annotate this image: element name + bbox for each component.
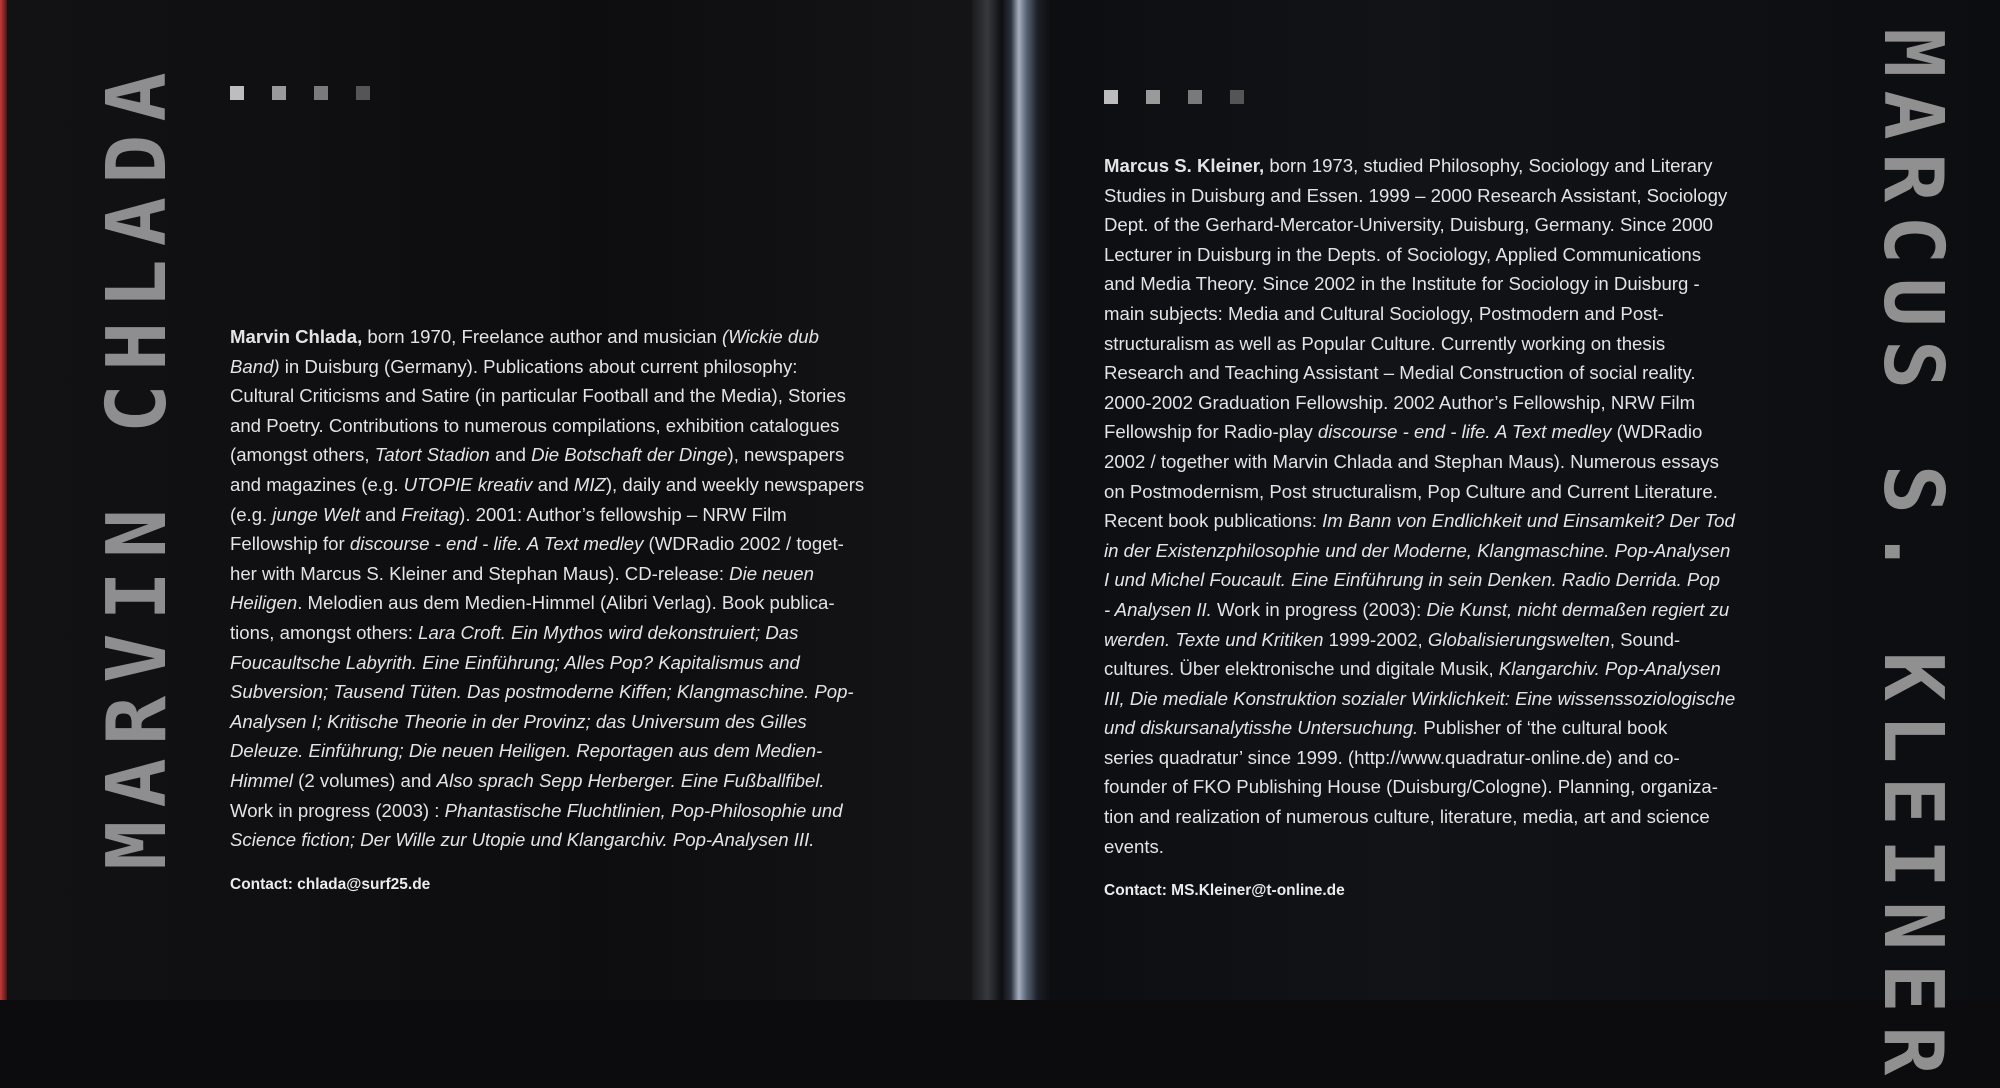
bio-text-run: and bbox=[359, 503, 402, 525]
bio-line bbox=[1104, 832, 1770, 862]
bio-text-run: Marvin Chlada, bbox=[230, 326, 363, 347]
bio-line bbox=[1104, 181, 1770, 211]
bio-text-run: Also sprach Sepp Herberger. Eine Fußballfibel. bbox=[436, 769, 825, 791]
booklet-spine bbox=[972, 0, 1050, 1000]
bio-text-run: and bbox=[532, 473, 574, 495]
square-bullet bbox=[356, 86, 370, 100]
bio-text-run: Work in progress (2003): bbox=[1211, 598, 1427, 620]
bio-line bbox=[1104, 565, 1770, 595]
bio-text-run: junge Welt bbox=[272, 503, 360, 525]
square-bullet bbox=[1104, 90, 1118, 104]
bio-text-run: Lara Croft. Ein Mythos wird dekonstruiert; Das bbox=[418, 621, 799, 643]
bio-line bbox=[1104, 506, 1770, 536]
bio-text-run: cultures. Über elektronische und digitale Musik, bbox=[1104, 658, 1499, 680]
bio-text-run: Studies in Duisburg and Essen. 1999 – 2000 Research Assistant, Sociology bbox=[1104, 184, 1728, 206]
bio-line bbox=[1104, 151, 1770, 181]
bio-text-run: Science fiction; Der Wille zur Utopie und Klangarchiv. Pop-Analysen III. bbox=[230, 829, 815, 851]
bio-text-run: Die Kunst, nicht dermaßen regiert zu bbox=[1426, 598, 1730, 620]
contact-kleiner[interactable]: Contact: MS.Kleiner@t-online.de bbox=[1104, 882, 1345, 899]
bio-text-run: events. bbox=[1104, 835, 1164, 857]
bio-text-run: born 1970, Freelance author and musician bbox=[362, 326, 722, 347]
square-bullet bbox=[230, 86, 244, 100]
bio-line bbox=[230, 440, 898, 470]
bio-text-run: 2002 / together with Marvin Chlada and Stephan Maus). Numerous essays bbox=[1104, 450, 1719, 472]
bio-kleiner bbox=[1104, 151, 1770, 861]
bio-line bbox=[1104, 713, 1770, 743]
bio-line bbox=[1104, 802, 1770, 832]
bio-text-run: born 1973, studied Philosophy, Sociology and Literary bbox=[1264, 155, 1713, 176]
bio-line bbox=[1104, 417, 1770, 447]
bio-text-run: Dept. of the Gerhard-Mercator-University, Duisburg, Germany. Since 2000 bbox=[1104, 214, 1714, 236]
bio-text-run: and magazines (e.g. bbox=[230, 473, 404, 495]
bio-text-run: and bbox=[489, 444, 532, 466]
bio-line bbox=[1104, 536, 1770, 566]
bio-text-run: her with Marcus S. Kleiner and Stephan Maus). CD-release: bbox=[230, 562, 730, 584]
bio-line bbox=[1104, 299, 1770, 329]
bio-text-run: Work in progress (2003) : bbox=[230, 799, 445, 821]
vertical-name-chlada: MARVIN CHLADA bbox=[90, 59, 185, 870]
bio-text-run: Cultural Criticisms and Satire (in particular Football and the Media), Stories bbox=[230, 385, 846, 407]
red-page-edge bbox=[0, 0, 7, 1000]
bio-text-run: Freitag bbox=[401, 503, 460, 525]
bio-line bbox=[1104, 595, 1770, 625]
bio-text-run: I und Michel Foucault. Eine Einführung in sein Denken. Radio Derrida. Pop bbox=[1104, 569, 1721, 591]
bio-line bbox=[1104, 772, 1770, 802]
bio-line bbox=[1104, 358, 1770, 388]
bio-line bbox=[1104, 269, 1770, 299]
bio-line bbox=[230, 796, 898, 826]
bio-text-run: Himmel bbox=[230, 769, 294, 791]
bio-text-run: III, Die mediale Konstruktion sozialer Wirklichkeit: Eine wissenssoziologische bbox=[1104, 687, 1736, 709]
bio-text-run: discourse - end - life. A Text medley bbox=[1317, 421, 1612, 443]
bio-line bbox=[230, 411, 898, 441]
bio-line bbox=[1104, 388, 1770, 418]
bio-text-run: (Wickie dub bbox=[721, 326, 819, 347]
bio-line bbox=[230, 529, 898, 559]
bio-text-run: Fellowship for bbox=[230, 533, 350, 555]
bio-text-run: (WDRadio 2002 / toget- bbox=[643, 533, 844, 555]
bio-line bbox=[1104, 654, 1770, 684]
bio-line bbox=[230, 588, 898, 618]
bio-text-run: Phantastische Fluchtlinien, Pop-Philosophie und bbox=[444, 799, 843, 821]
bio-chlada bbox=[230, 322, 898, 855]
bio-text-run: ), daily and weekly newspapers bbox=[605, 473, 865, 495]
bio-text-run: (amongst others, bbox=[230, 444, 375, 466]
bio-line bbox=[230, 707, 898, 737]
bio-text-run: structuralism as well as Popular Culture. Currently working on thesis bbox=[1104, 332, 1666, 354]
bio-text-run: Recent book publications: bbox=[1104, 510, 1323, 532]
bio-line bbox=[230, 322, 898, 352]
bio-line bbox=[1104, 477, 1770, 507]
bio-text-run: Publisher of ‘the cultural book bbox=[1418, 717, 1668, 739]
bio-text-run: 1999-2002, bbox=[1323, 628, 1428, 650]
bio-text-run: Foucaultsche Labyrith. Eine Einführung; Alles Pop? Kapitalismus and bbox=[230, 651, 800, 673]
bio-line bbox=[1104, 329, 1770, 359]
bio-text-run: Im Bann von Endlichkeit und Einsamkeit? Der Tod bbox=[1322, 510, 1735, 532]
bio-text-run: UTOPIE kreativ bbox=[403, 473, 533, 495]
bio-line bbox=[230, 825, 898, 855]
bio-line bbox=[1104, 447, 1770, 477]
bio-text-run: series quadratur’ since 1999. (http://www.quadratur-online.de) and co- bbox=[1104, 746, 1680, 768]
square-bullet bbox=[1146, 90, 1160, 104]
square-bullet bbox=[1188, 90, 1202, 104]
bio-text-run: Die Botschaft der Dinge bbox=[531, 444, 728, 466]
bio-text-run: (e.g. bbox=[230, 503, 273, 525]
bio-line bbox=[1104, 210, 1770, 240]
left-page bbox=[0, 0, 990, 1000]
bio-text-run: in Duisburg (Germany). Publications about current philosophy: bbox=[279, 355, 798, 377]
bio-text-run: werden. Texte und Kritiken bbox=[1104, 628, 1324, 650]
bio-text-run: and Poetry. Contributions to numerous compilations, exhibition catalogues bbox=[230, 414, 840, 436]
bio-line bbox=[230, 352, 898, 382]
bio-text-run: 2000-2002 Graduation Fellowship. 2002 Author’s Fellowship, NRW Film bbox=[1104, 391, 1696, 413]
bio-line bbox=[1104, 684, 1770, 714]
bio-text-run: Analysen I; Kritische Theorie in der Provinz; das Universum des Gilles bbox=[230, 710, 807, 732]
bio-text-run: MIZ bbox=[573, 473, 606, 495]
bio-text-run: Globalisierungswelten bbox=[1427, 628, 1610, 650]
bio-text-run: Lecturer in Duisburg in the Depts. of Sociology, Applied Communications bbox=[1104, 243, 1702, 265]
bio-line bbox=[1104, 743, 1770, 773]
bio-text-run: Die neuen bbox=[729, 562, 814, 584]
bio-text-run: Heiligen bbox=[230, 592, 298, 614]
bio-text-run: ). 2001: Author’s fellowship – NRW Film bbox=[459, 503, 787, 525]
bio-line bbox=[230, 766, 898, 796]
bio-text-run: Deleuze. Einführung; Die neuen Heiligen. Reportagen aus dem Medien- bbox=[230, 740, 823, 762]
bio-text-run: Fellowship for Radio-play bbox=[1104, 421, 1318, 443]
bio-text-run: . Melodien aus dem Medien-Himmel (Alibri Verlag). Book publica- bbox=[297, 592, 835, 614]
bio-line bbox=[230, 381, 898, 411]
square-bullet bbox=[314, 86, 328, 100]
bio-line bbox=[230, 559, 898, 589]
vertical-name-kleiner: MARCUS S. KLEINER bbox=[1865, 28, 1960, 1088]
bio-line bbox=[230, 618, 898, 648]
bio-text-run: Marcus S. Kleiner, bbox=[1104, 155, 1265, 176]
bio-text-run: Research and Teaching Assistant – Medial Construction of social reality. bbox=[1104, 362, 1696, 384]
bio-text-run: main subjects: Media and Cultural Sociology, Postmodern and Post- bbox=[1104, 302, 1664, 324]
bio-line bbox=[230, 736, 898, 766]
bio-text-run: (WDRadio bbox=[1611, 421, 1703, 443]
bio-text-run: und diskursanalytisshe Untersuchung. bbox=[1104, 717, 1419, 739]
bio-line bbox=[230, 470, 898, 500]
bio-text-run: tion and realization of numerous culture, literature, media, art and science bbox=[1104, 806, 1710, 828]
bio-text-run: , Sound- bbox=[1609, 628, 1681, 650]
bio-line bbox=[230, 500, 898, 530]
bio-line bbox=[230, 648, 898, 678]
bio-text-run: Tatort Stadion bbox=[374, 444, 490, 466]
bio-text-run: founder of FKO Publishing House (Duisburg/Cologne). Planning, organiza- bbox=[1104, 776, 1718, 798]
bio-text-run: in der Existenzphilosophie und der Moderne, Klangmaschine. Pop-Analysen bbox=[1104, 539, 1731, 561]
bio-text-run: and Media Theory. Since 2002 in the Institute for Sociology in Duisburg - bbox=[1104, 273, 1700, 295]
bio-text-run: Band) bbox=[230, 355, 280, 377]
square-bullet bbox=[1230, 90, 1244, 104]
contact-chlada[interactable]: Contact: chlada@surf25.de bbox=[230, 876, 431, 893]
bio-text-run: discourse - end - life. A Text medley bbox=[349, 533, 644, 555]
bio-text-run: on Postmodernism, Post structuralism, Pop Culture and Current Literature. bbox=[1104, 480, 1718, 502]
bio-line bbox=[230, 677, 898, 707]
square-bullets-left bbox=[230, 86, 370, 100]
bio-text-run: Klangarchiv. Pop-Analysen bbox=[1498, 658, 1721, 680]
bio-text-run: tions, amongst others: bbox=[230, 621, 419, 643]
bio-line bbox=[1104, 625, 1770, 655]
square-bullet bbox=[272, 86, 286, 100]
bio-text-run: - Analysen II. bbox=[1104, 598, 1212, 620]
bio-text-run: Subversion; Tausend Tüten. Das postmoderne Kiffen; Klangmaschine. Pop- bbox=[230, 681, 854, 703]
bio-text-run: ), newspapers bbox=[727, 444, 845, 466]
bio-line bbox=[1104, 240, 1770, 270]
bio-text-run: (2 volumes) and bbox=[293, 769, 437, 791]
square-bullets-right bbox=[1104, 90, 1244, 104]
